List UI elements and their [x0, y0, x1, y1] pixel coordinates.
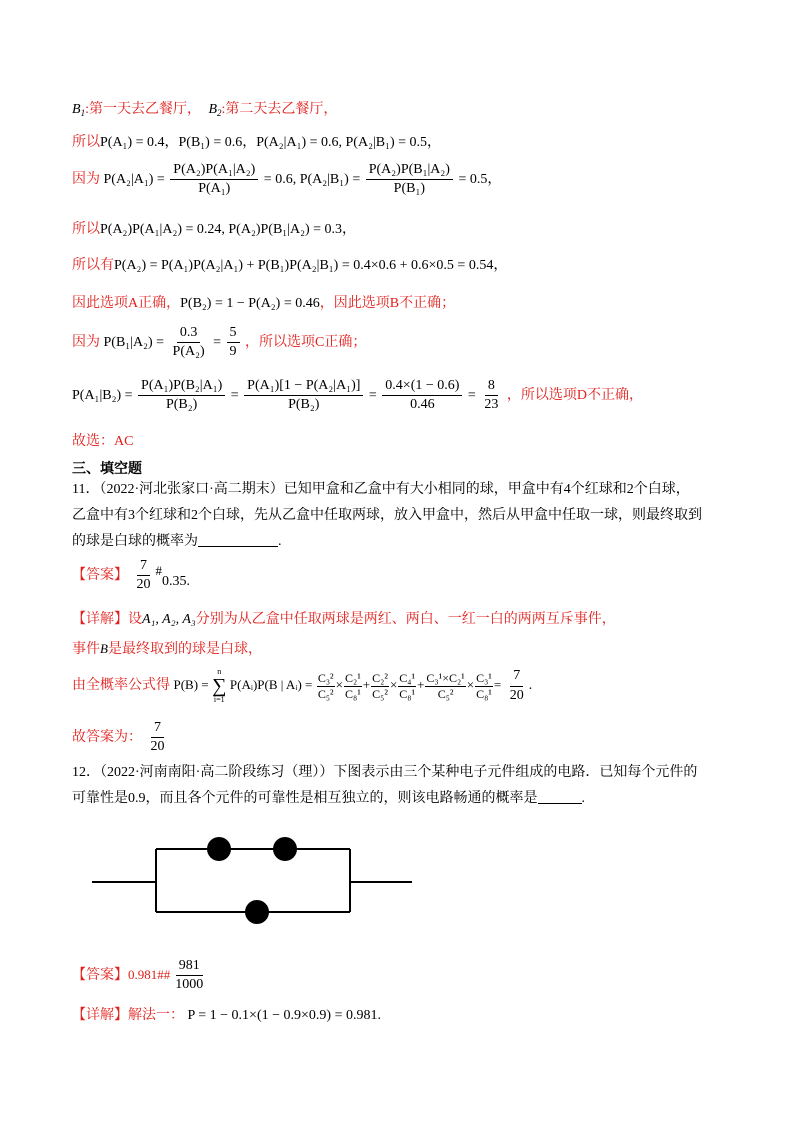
comb-fraction: $\frac{\text{C₃¹}}{\text{C₈¹}}$ [476, 670, 492, 701]
line-prefix: 因为 [72, 171, 100, 187]
event-b2: $B_2$ [208, 102, 222, 118]
math-expression: P(A₂)P(A₁|A₂) = 0.24, P(A₂)P(B₁|A₂) = 0.3， [100, 222, 357, 237]
fraction: $\frac{7}{20}$ [509, 668, 524, 703]
fraction: $\frac{\text{P(A₁)P(B₂|A₁)}}{\text{P(B₂)}}$ [138, 378, 225, 413]
line-prefix: 由全概率公式得 [72, 678, 170, 694]
math-eq: = [213, 334, 222, 350]
final-choice: 故选：AC [72, 434, 134, 449]
math-lhs: P(B₁|A₂) = [103, 334, 165, 350]
line-suffix: ，因此选项B不正确； [319, 296, 456, 311]
q12-detail: 【详解】解法一： P = 1 − 0.1×(1 − 0.9×0.9) = 0.981. [72, 1008, 381, 1023]
answer-decimal: 0.35 [162, 573, 187, 589]
math-lhs: P(B) = [173, 677, 209, 693]
question-11-line3: 的球是白球的概率为 . [72, 534, 282, 549]
event-var: B [100, 641, 108, 656]
math-expression: P = 1 − 0.1×(1 − 0.9×0.9) = 0.981 [187, 1008, 378, 1023]
q11-answer: 【答案】 $\frac{7}{20}$ #0.35. [72, 558, 190, 593]
solution-line-option-d: P(A₁|B₂) = $\frac{\text{P(A₁)P(B₂|A₁)}}{\text{P(B₂)}}$ = $\frac{\text{P(A₁)[1 − P(A₂|A₁)]}}{\text{P(B₂)}}$ = $\frac{0.4\times(1 - 0.6)}{0.46}$ = $\frac{8}{23}$ ，所以选项D不正确， [72, 378, 643, 413]
fraction: $\frac{7}{20}$ [150, 720, 165, 755]
math-expression: P(A₁) = 0.4，P(B₁) = 0.6，P(A₂|A₁) = 0.6, P(A₂|B₁) = 0.5， [100, 135, 442, 150]
answer-separator: ## [157, 966, 171, 982]
fraction: $\frac{0.4\times(1 - 0.6)}{0.46}$ [382, 378, 462, 413]
math-lhs: P(A₁|B₂) = [72, 387, 133, 403]
question-11-line1: 11．（2022·河北张家口·高二期末）已知甲盒和乙盒中有大小相同的球，甲盒中有4个红球和2个白球， [72, 482, 690, 497]
comb-fraction: $\frac{\text{C₄¹}}{\text{C₈¹}}$ [399, 670, 416, 701]
q11-event-b: 事件B是最终取到的球是白球， [72, 641, 262, 657]
event-b1: $B_1$ [72, 102, 86, 118]
line-prefix: 所以 [72, 135, 100, 150]
math-term: P(Aᵢ)P(B | Aᵢ) = [229, 677, 313, 693]
event-b1-text: :第一天去乙餐厅， [85, 102, 201, 117]
fraction: $\frac{\text{P(A₂)P(A₁|A₂)}}{\text{P(A₁)}}$ [170, 162, 258, 197]
detail-label: 【详解】 [72, 1008, 128, 1023]
event-vars: A₁, A₂, A₃ [142, 612, 196, 627]
q12-answer [72, 958, 208, 993]
detail-text: 解法一： [128, 1008, 184, 1023]
comb-fraction: $\frac{\text{C₃²}}{\text{C₅²}}$ [317, 670, 334, 701]
fraction: $\frac{5}{9}$ [227, 325, 240, 360]
answer-label: 【答案】 [72, 567, 128, 583]
answer-label: 【答案】 [72, 967, 128, 983]
answer-decimal: 0.981 [128, 966, 158, 982]
question-12-line1: 12．（2022·河南南阳·高二阶段练习（理））下图表示由三个某种电子元件组成的电路．已知每个元件的 [72, 765, 698, 780]
fraction: $\frac{\text{P(A₂)P(B₁|A₂)}}{\text{P(B₁)}}$ [366, 162, 453, 197]
math-lhs: P(A₂|A₁) = [103, 171, 165, 187]
fraction: $\frac{0.3}{\text{P(A₂)}}$ [172, 325, 205, 360]
q11-detail: 【详解】设A₁, A₂, A₃分别为从乙盒中任取两球是两红、两白、一红一白的两两互斥事件， [72, 612, 616, 627]
fraction: $\frac{7}{20}$ [136, 558, 151, 593]
comb-fraction: $\frac{\text{C₂²}}{\text{C₅²}}$ [372, 670, 388, 701]
question-11-line2: 乙盒中有3个红球和2个白球，先从乙盒中任取两球，放入甲盒中，然后从甲盒中任取一球，则最终取到 [72, 508, 702, 523]
fraction: $\frac{981}{1000}$ [175, 958, 204, 993]
question-12-line2: 可靠性是0.9，而且各个元件的可靠性是相互独立的，则该电路畅通的概率是 . [72, 791, 585, 806]
fraction: $\frac{8}{23}$ [484, 378, 499, 413]
line-suffix: ，所以选项D不正确， [506, 387, 643, 403]
component-1 [207, 837, 231, 861]
math-end: = 0.5， [458, 171, 502, 187]
math-mid: = 0.6, P(A₂|B₁) = [263, 171, 361, 187]
event-b2-text: :第二天去乙餐厅， [221, 102, 338, 117]
line-suffix: ，所以选项C正确； [245, 334, 367, 350]
component-3 [245, 900, 269, 924]
line-prefix: 因此选项A正确， [72, 296, 181, 311]
final-label: 故答案为： [72, 729, 142, 745]
line-prefix: 所以 [72, 222, 100, 237]
detail-label: 【详解】 [72, 612, 128, 627]
sum-operator: n ∑ i=1 [212, 667, 227, 704]
math-expression: P(B₂) = 1 − P(A₂) = 0.46 [180, 296, 320, 311]
answer-separator: # [155, 562, 162, 578]
comb-fraction: $\frac{\text{C₂¹}}{\text{C₈¹}}$ [345, 670, 361, 701]
q11-total-probability: 由全概率公式得 P(B) = n ∑ i=1 P(Aᵢ)P(B | Aᵢ) = $\frac{\text{C₃²}}{\text{C₅²}}$ × $\frac{\text{C₂¹}}{\text{C₈¹}}$ + $\frac{\text{C₂²}}{\text{C₅²}}$ × $\frac{\text{C₄¹}}{\text{C₈¹}}$ + $\frac{\text{C₃¹×C₂¹}}{\text{C₅²}}$ × $\frac{\text{C₃¹}}{\text{C₈¹}}$ = $\frac{7}{20}$ . [72, 667, 533, 704]
fraction: $\frac{\text{P(A₁)[1 − P(A₂|A₁)]}}{\text{P(B₂)}}$ [244, 378, 363, 413]
math-expression: P(A₂) = P(A₁)P(A₂|A₁) + P(B₁)P(A₂|B₁) = 0.4×0.6 + 0.6×0.5 = 0.54， [114, 258, 508, 273]
line-prefix: 因为 [72, 334, 100, 350]
component-2 [273, 837, 297, 861]
line-prefix: 所以有 [72, 258, 114, 273]
comb-fraction: $\frac{\text{C₃¹×C₂¹}}{\text{C₅²}}$ [426, 670, 465, 701]
section-heading: 三、填空题 [72, 462, 142, 477]
